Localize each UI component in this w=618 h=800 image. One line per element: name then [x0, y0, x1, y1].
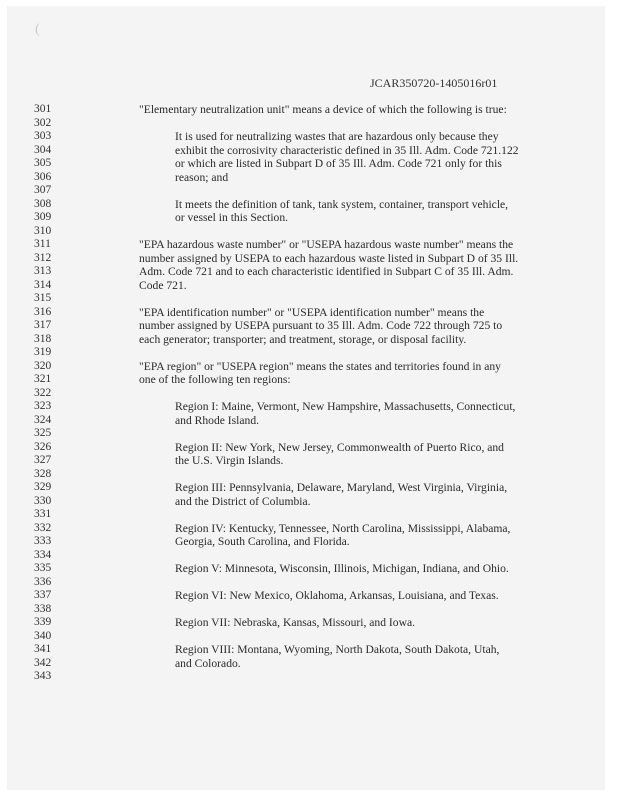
- line-number: 301: [34, 103, 52, 115]
- criterion-text-line: or which are listed in Subpart D of 35 Ill. Adm. Code 721 only for this: [175, 157, 502, 170]
- line-number: 308: [34, 197, 52, 210]
- line-number: 331: [34, 508, 52, 520]
- document-header-code: JCAR350720-1405016r01: [370, 76, 498, 90]
- region-i: Region I: Maine, Vermont, New Hampshire, Massachusetts, Connecticut,: [175, 400, 516, 413]
- definition-epa-identification-number: "EPA identification number" or "USEPA identification number" means the: [139, 305, 485, 319]
- definition-epa-hazardous-waste-number: "EPA hazardous waste number" or "USEPA hazardous waste number" means the: [139, 238, 514, 251]
- region-text-line: and Colorado.: [175, 656, 241, 670]
- line-number: 310: [34, 224, 52, 237]
- criterion-text-line: It meets the definition of tank, tank system, container, transport vehicle,: [175, 197, 509, 211]
- line-number: 333: [34, 535, 52, 547]
- line-number: 314: [34, 278, 52, 291]
- definition-text-line: number assigned by USEPA pursuant to 35 Ill. Adm. Code 722 through 725 to: [139, 319, 503, 332]
- line-number: 336: [34, 575, 52, 588]
- criterion-text-line: It is used for neutralizing wastes that are hazardous only because they: [175, 130, 499, 143]
- definition-elementary-neutralization-unit: "Elementary neutralization unit" means a device of which the following is true:: [139, 103, 507, 116]
- line-number: 307: [34, 184, 52, 196]
- definition-epa-region: "EPA region" or "USEPA region" means the states and territories found in any: [139, 359, 501, 373]
- line-number: 334: [34, 548, 52, 561]
- region-viii: Region VIII: Montana, Wyoming, North Dakota, South Dakota, Utah,: [175, 643, 500, 656]
- region-text-line: and the District of Columbia.: [175, 494, 311, 508]
- criterion-text-line: or vessel in this Section.: [175, 211, 289, 224]
- line-number: 311: [34, 238, 51, 250]
- region-vi: Region VI: New Mexico, Oklahoma, Arkansas, Louisiana, and Texas.: [175, 589, 499, 602]
- line-number: 335: [34, 562, 52, 574]
- region-ii: Region II: New York, New Jersey, Commonwealth of Puerto Rico, and: [175, 440, 504, 454]
- criterion-text-line: exhibit the corrosivity characteristic defined in 35 Ill. Adm. Code 721.122: [175, 143, 519, 157]
- line-number: 322: [34, 386, 52, 399]
- line-number: 319: [34, 346, 52, 358]
- line-number: 309: [34, 211, 52, 223]
- line-number: 313: [34, 265, 52, 277]
- line-number: 328: [34, 467, 52, 480]
- line-number: 321: [34, 373, 52, 385]
- criterion-text-line: reason; and: [175, 170, 229, 184]
- region-text-line: Georgia, South Carolina, and Florida.: [175, 535, 350, 548]
- line-number: 341: [34, 643, 52, 655]
- line-number: 342: [34, 656, 52, 669]
- region-v: Region V: Minnesota, Wisconsin, Illinois, Michigan, Indiana, and Ohio.: [175, 562, 509, 575]
- line-number: 320: [34, 359, 52, 372]
- line-number: 337: [34, 589, 52, 601]
- line-number: 329: [34, 481, 52, 493]
- line-number: 306: [34, 170, 52, 183]
- line-number: 303: [34, 130, 52, 142]
- line-number: 317: [34, 319, 52, 331]
- document-page: [7, 6, 605, 790]
- line-number: 332: [34, 521, 52, 534]
- line-number: 316: [34, 305, 52, 318]
- region-iii: Region III: Pennsylvania, Delaware, Maryland, West Virginia, Virginia,: [175, 481, 508, 494]
- definition-text-line: one of the following ten regions:: [139, 373, 291, 386]
- line-number: 325: [34, 427, 52, 439]
- line-number: 338: [34, 602, 52, 615]
- line-number: 318: [34, 332, 52, 345]
- line-number: 327: [34, 454, 52, 466]
- definition-text-line: Code 721.: [139, 278, 187, 292]
- line-number: 324: [34, 413, 52, 426]
- line-number: 343: [34, 670, 52, 682]
- region-text-line: the U.S. Virgin Islands.: [175, 454, 284, 467]
- line-number: 304: [34, 143, 52, 156]
- line-number: 326: [34, 440, 52, 453]
- definition-text-line: Adm. Code 721 and to each characteristic identified in Subpart C of 35 Ill. Adm.: [139, 265, 514, 278]
- line-number: 340: [34, 629, 52, 642]
- definition-text-line: each generator; transporter; and treatment, storage, or disposal facility.: [139, 332, 467, 346]
- region-iv: Region IV: Kentucky, Tennessee, North Carolina, Mississippi, Alabama,: [175, 521, 511, 535]
- line-number: 302: [34, 116, 52, 129]
- definition-text-line: number assigned by USEPA to each hazardous waste listed in Subpart D of 35 Ill.: [139, 251, 519, 265]
- line-number: 323: [34, 400, 52, 412]
- line-number: 330: [34, 494, 52, 507]
- corner-mark: (: [35, 22, 40, 37]
- line-number: 312: [34, 251, 52, 264]
- line-number: 339: [34, 616, 52, 628]
- region-vii: Region VII: Nebraska, Kansas, Missouri, and Iowa.: [175, 616, 415, 629]
- line-number: 305: [34, 157, 52, 169]
- line-number: 315: [34, 292, 52, 304]
- region-text-line: and Rhode Island.: [175, 413, 260, 427]
